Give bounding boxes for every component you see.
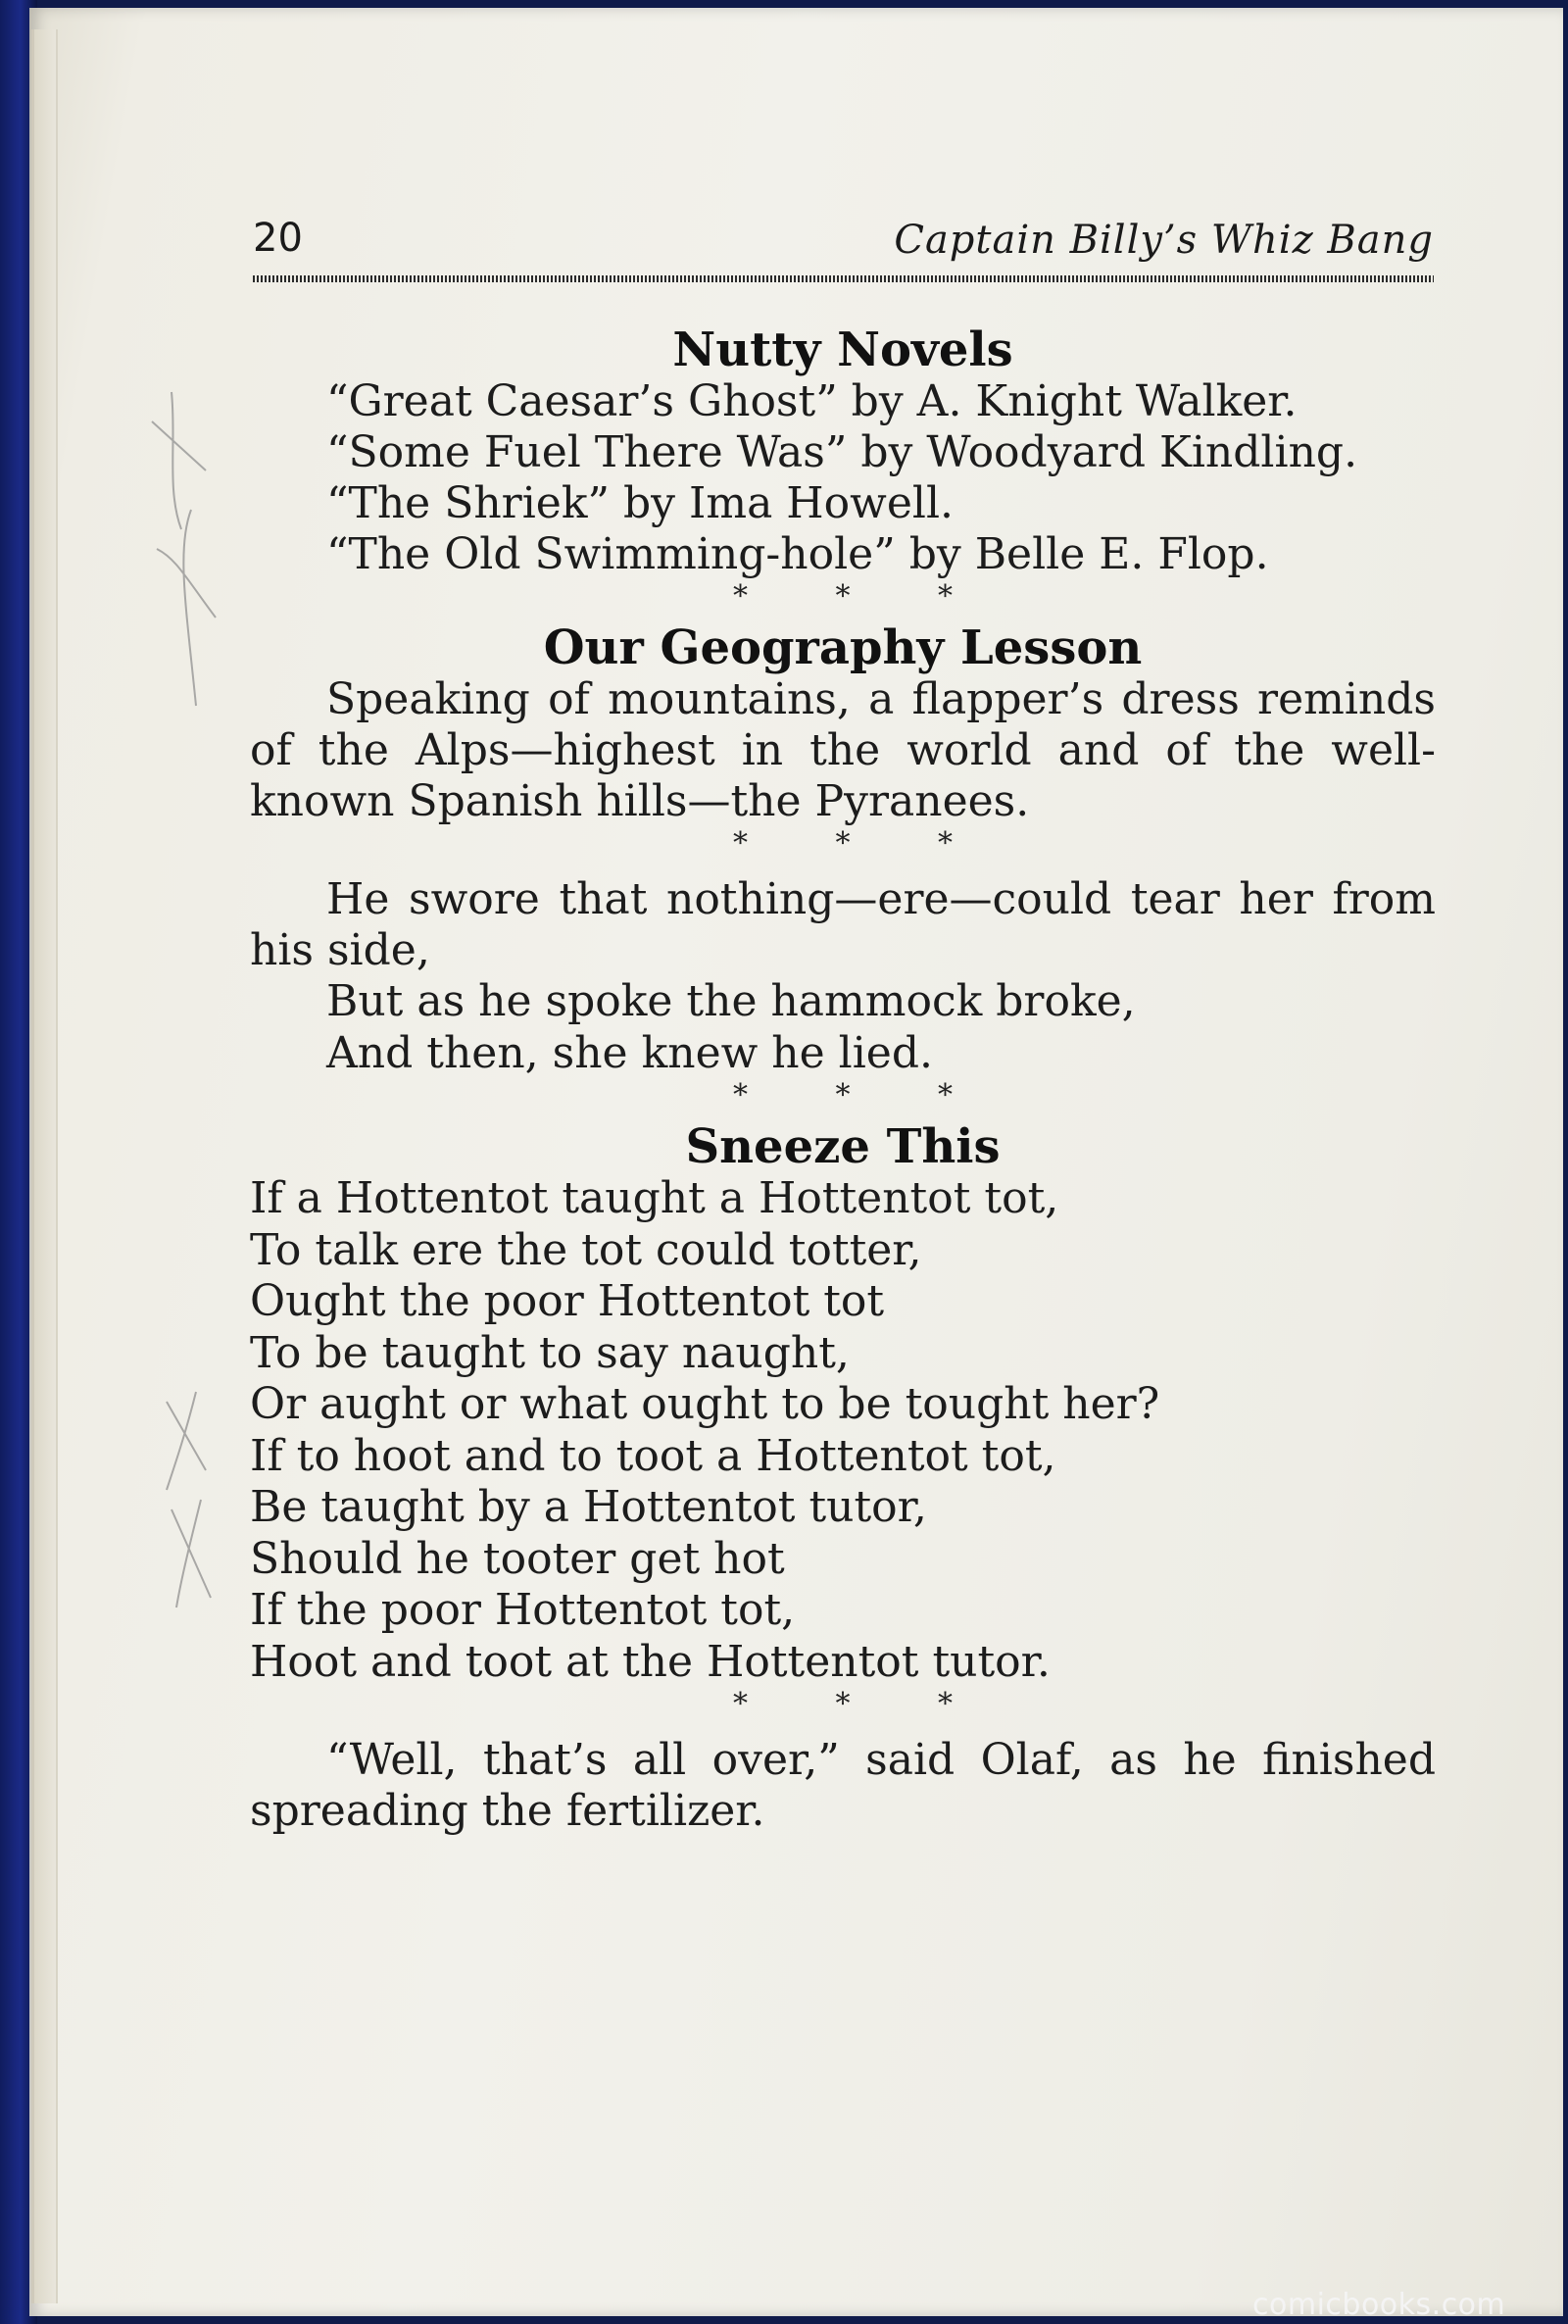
separator-stars: * * * [732, 579, 993, 614]
hammock-line: He swore that nothing—ere—could tear her from his side, [250, 874, 1436, 975]
novel-item: “Some Fuel There Was” by Woodyard Kindling. [326, 427, 1358, 477]
poem-line: Or aught or what ought to be tought her? [250, 1379, 1160, 1429]
poem-line: If a Hottentot taught a Hottentot tot, [250, 1173, 1059, 1223]
separator-stars: * * * [732, 826, 993, 861]
hammock-line: And then, she knew he lied. [326, 1027, 933, 1078]
poem-line: Should he tooter get hot [250, 1533, 785, 1584]
poem-line: To be taught to say naught, [250, 1327, 850, 1378]
novel-item: “The Shriek” by Ima Howell. [326, 478, 954, 528]
header-rule [253, 275, 1434, 282]
poem-line: Ought the poor Hottentot tot [250, 1276, 885, 1326]
novel-item: “Great Caesar’s Ghost” by A. Knight Walker. [326, 376, 1298, 426]
page-content [250, 323, 1436, 1837]
heading-geography-lesson: Our Geography Lesson [543, 620, 1143, 675]
page-header [253, 216, 1434, 274]
separator-stars: * * * [732, 1687, 993, 1721]
heading-sneeze-this: Sneeze This [685, 1119, 1001, 1174]
pencil-marks [137, 382, 255, 1706]
poem-line: Hoot and toot at the Hottentot tutor. [250, 1636, 1051, 1687]
geography-text: Speaking of mountains, a flapper’s dress reminds of the Alps—highest in the world and of the well-known Spanish hills—the Pyranees. [250, 674, 1436, 826]
page-number: 20 [253, 216, 303, 261]
olaf-joke: “Well, that’s all over,” said Olaf, as he finished spreading the fertilizer. [250, 1735, 1436, 1836]
poem-line: If to hoot and to toot a Hottentot tot, [250, 1430, 1056, 1481]
heading-nutty-novels: Nutty Novels [672, 322, 1013, 377]
novel-item: “The Old Swimming-hole” by Belle E. Flop. [326, 529, 1269, 579]
hammock-line: But as he spoke the hammock broke, [326, 976, 1136, 1026]
poem-line: If the poor Hottentot tot, [250, 1585, 796, 1635]
poem-line: Be taught by a Hottentot tutor, [250, 1482, 927, 1532]
watermark: comicbooks.com [1252, 2288, 1506, 2322]
running-title: Captain Billy’s Whiz Bang [894, 218, 1434, 263]
poem-line: To talk ere the tot could totter, [250, 1224, 922, 1275]
page-edge [31, 29, 58, 2303]
separator-stars: * * * [732, 1078, 993, 1113]
